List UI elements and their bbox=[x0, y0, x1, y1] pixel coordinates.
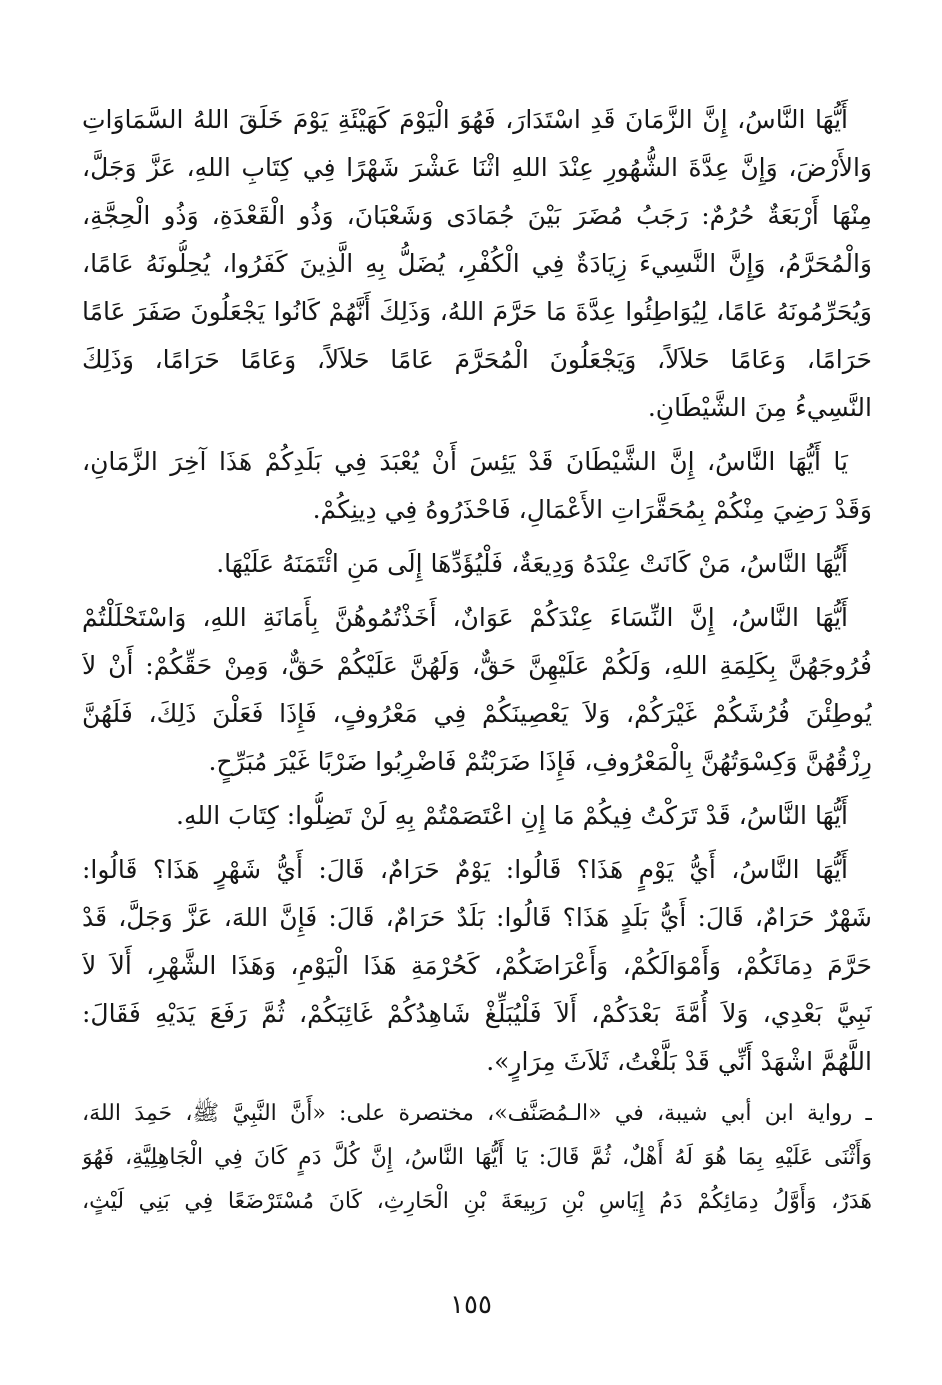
text-line: حَرَّمَ دِمَائَكُمْ، وَأَمْوَالَكُمْ، وَأَعْرَاضَكُمْ، كَحُرْمَةِ هَذَا الْيَوْمِ، وَهَذَا الشَّهْرِ، أَلاَ لاَ bbox=[82, 951, 872, 980]
text-line: أَيُّهَا النَّاسُ، إِنَّ الزَّمَانَ قَدِ اسْتَدَارَ، فَهُوَ الْيَوْمَ كَهَيْئَةِ يَوْمَ خَلَقَ اللهُ السَّمَاوَاتِ bbox=[82, 105, 848, 134]
text-line: وَالْمُحَرَّمُ، وَإِنَّ النَّسِيءَ زِيَادَةٌ فِي الْكُفْرِ، يُضَلُّ بِهِ الَّذِينَ كَفَرُوا، يُحِلُّونَهُ عَامًا، bbox=[82, 249, 872, 278]
paragraph-ibn-abi-shaybah-note bbox=[82, 1092, 872, 1224]
text-line: نَبِيَّ بَعْدِي، وَلاَ أُمَّةَ بَعْدَكُمْ، أَلاَ فَلْيُبَلِّغْ شَاهِدُكُمْ غَائِبَكُمْ، ثُمَّ رَفَعَ يَدَيْهِ فَقَالَ: bbox=[82, 999, 872, 1028]
text-line: اللَّهُمَّ اشْهَدْ أَنِّي قَدْ بَلَّغْتُ، ثَلاَثَ مِرَارٍ». bbox=[486, 1047, 872, 1076]
paragraph-women bbox=[82, 594, 872, 786]
page-number: ١٥٥ bbox=[450, 1290, 492, 1320]
text-line: يُوطِئْنَ فُرُشَكُمْ غَيْرَكُمْ، وَلاَ يَعْصِينَكُمْ فِي مَعْرُوفٍ، فَإِذَا فَعَلْنَ ذَلِكَ، فَلَهُنَّ bbox=[82, 699, 872, 728]
text-line: النَّسِيءُ مِنَ الشَّيْطَانِ. bbox=[647, 393, 872, 422]
text-line: أَيُّهَا النَّاسُ، قَدْ تَرَكْتُ فِيكُمْ مَا إِنِ اعْتَصَمْتُمْ بِهِ لَنْ تَضِلُّوا: كِتَابَ اللهِ. bbox=[176, 801, 848, 830]
text-line: وَقَدْ رَضِيَ مِنْكُمْ بِمُحَقَّرَاتِ الأَعْمَالِ، فَاحْذَرُوهُ فِي دِينِكُمْ. bbox=[312, 495, 872, 524]
text-line: يَا أَيُّهَا النَّاسُ، إِنَّ الشَّيْطَانَ قَدْ يَئِسَ أَنْ يُعْبَدَ فِي بَلَدِكُمْ هَذَا آخِرَ الزَّمَانِ، bbox=[82, 447, 848, 476]
text-line: شَهْرٌ حَرَامٌ، قَالَ: أَيُّ بَلَدٍ هَذَا؟ قَالُوا: بَلَدٌ حَرَامٌ، قَالَ: فَإِنَّ اللهَ، عَزَّ وَجَلَّ، قَدْ bbox=[82, 903, 872, 932]
text-line: مِنْهَا أَرْبَعَةٌ حُرُمٌ: رَجَبُ مُضَرَ بَيْنَ جُمَادَى وَشَعْبَانَ، وَذُو الْقَعْدَةِ، وَذُو الْحِجَّةِ، bbox=[82, 201, 872, 230]
paragraph-sacred-day bbox=[82, 846, 872, 1086]
paragraph-trusts bbox=[82, 540, 872, 588]
text-line: وَالأَرْضَ، وَإِنَّ عِدَّةَ الشُّهُورِ عِنْدَ اللهِ اثْنَا عَشْرَ شَهْرًا فِي كِتَابِ اللهِ، عَزَّ وَجَلَّ، bbox=[82, 153, 872, 182]
text-line: وَأَثْنَى عَلَيْهِ بِمَا هُوَ لَهُ أَهْلٌ، ثُمَّ قَالَ: يَا أَيُّهَا النَّاسُ، إِنَّ كُلَّ دَمٍ كَانَ فِي الْجَاهِلِيَّةِ، فَهُوَ bbox=[82, 1145, 872, 1170]
text-line: أَيُّهَا النَّاسُ، إِنَّ النِّسَاءَ عِنْدَكُمْ عَوَانٌ، أَخَذْتُمُوهُنَّ بِأَمَانَةِ اللهِ، وَاسْتَحْلَلْتُمْ bbox=[82, 603, 848, 632]
page-body bbox=[82, 96, 872, 1224]
text-line: أَيُّهَا النَّاسُ، أَيُّ يَوْمٍ هَذَا؟ قَالُوا: يَوْمٌ حَرَامٌ، قَالَ: أَيُّ شَهْرٍ هَذَا؟ قَالُوا: bbox=[82, 855, 848, 884]
text-line: أَيُّهَا النَّاسُ، مَنْ كَانَتْ عِنْدَهُ وَدِيعَةٌ، فَلْيُؤَدِّهَا إِلَى مَنِ ائْتَمَنَهُ عَلَيْهَا. bbox=[216, 549, 848, 578]
paragraph-satan-despaired bbox=[82, 438, 872, 534]
text-line: ـ رواية ابن أبي شيبة، في «الـمُصَنَّف»، مختصرة على: «أَنَّ النَّبِيَّ ﷺ، حَمِدَ اللهَ، bbox=[82, 1101, 872, 1126]
text-line: فُرُوجَهُنَّ بِكَلِمَةِ اللهِ، وَلَكُمْ عَلَيْهِنَّ حَقٌّ، وَلَهُنَّ عَلَيْكُمْ حَقٌّ، وَمِنْ حَقِّكُمْ: أَنْ لاَ bbox=[82, 651, 872, 680]
text-line: حَرَامًا، وَعَامًا حَلاَلاً، وَيَجْعَلُونَ الْمُحَرَّمَ عَامًا حَلاَلاً، وَعَامًا حَرَامًا، وَذَلِكَ bbox=[82, 345, 872, 374]
text-line: رِزْقُهُنَّ وَكِسْوَتُهُنَّ بِالْمَعْرُوفِ، فَإِذَا ضَرَبْتُمْ فَاضْرِبُوا ضَرْبًا غَيْرَ مُبَرِّحٍ. bbox=[208, 747, 872, 776]
paragraph-book-of-allah bbox=[82, 792, 872, 840]
text-line: هَدَرٌ، وَأَوَّلُ دِمَائِكُمْ دَمُ إِيَاسِ بْنِ رَبِيعَةَ بْنِ الْحَارِثِ، كَانَ مُسْتَرْضَعًا فِي بَنِي لَيْثٍ، bbox=[82, 1189, 872, 1214]
text-line: وَيُحَرِّمُونَهُ عَامًا، لِيُوَاطِئُوا عِدَّةَ مَا حَرَّمَ اللهُ، وَذَلِكَ أَنَّهُمْ كَانُوا يَجْعَلُونَ صَفَرَ عَامًا bbox=[82, 297, 872, 326]
paragraph-time-has-come-round bbox=[82, 96, 872, 432]
